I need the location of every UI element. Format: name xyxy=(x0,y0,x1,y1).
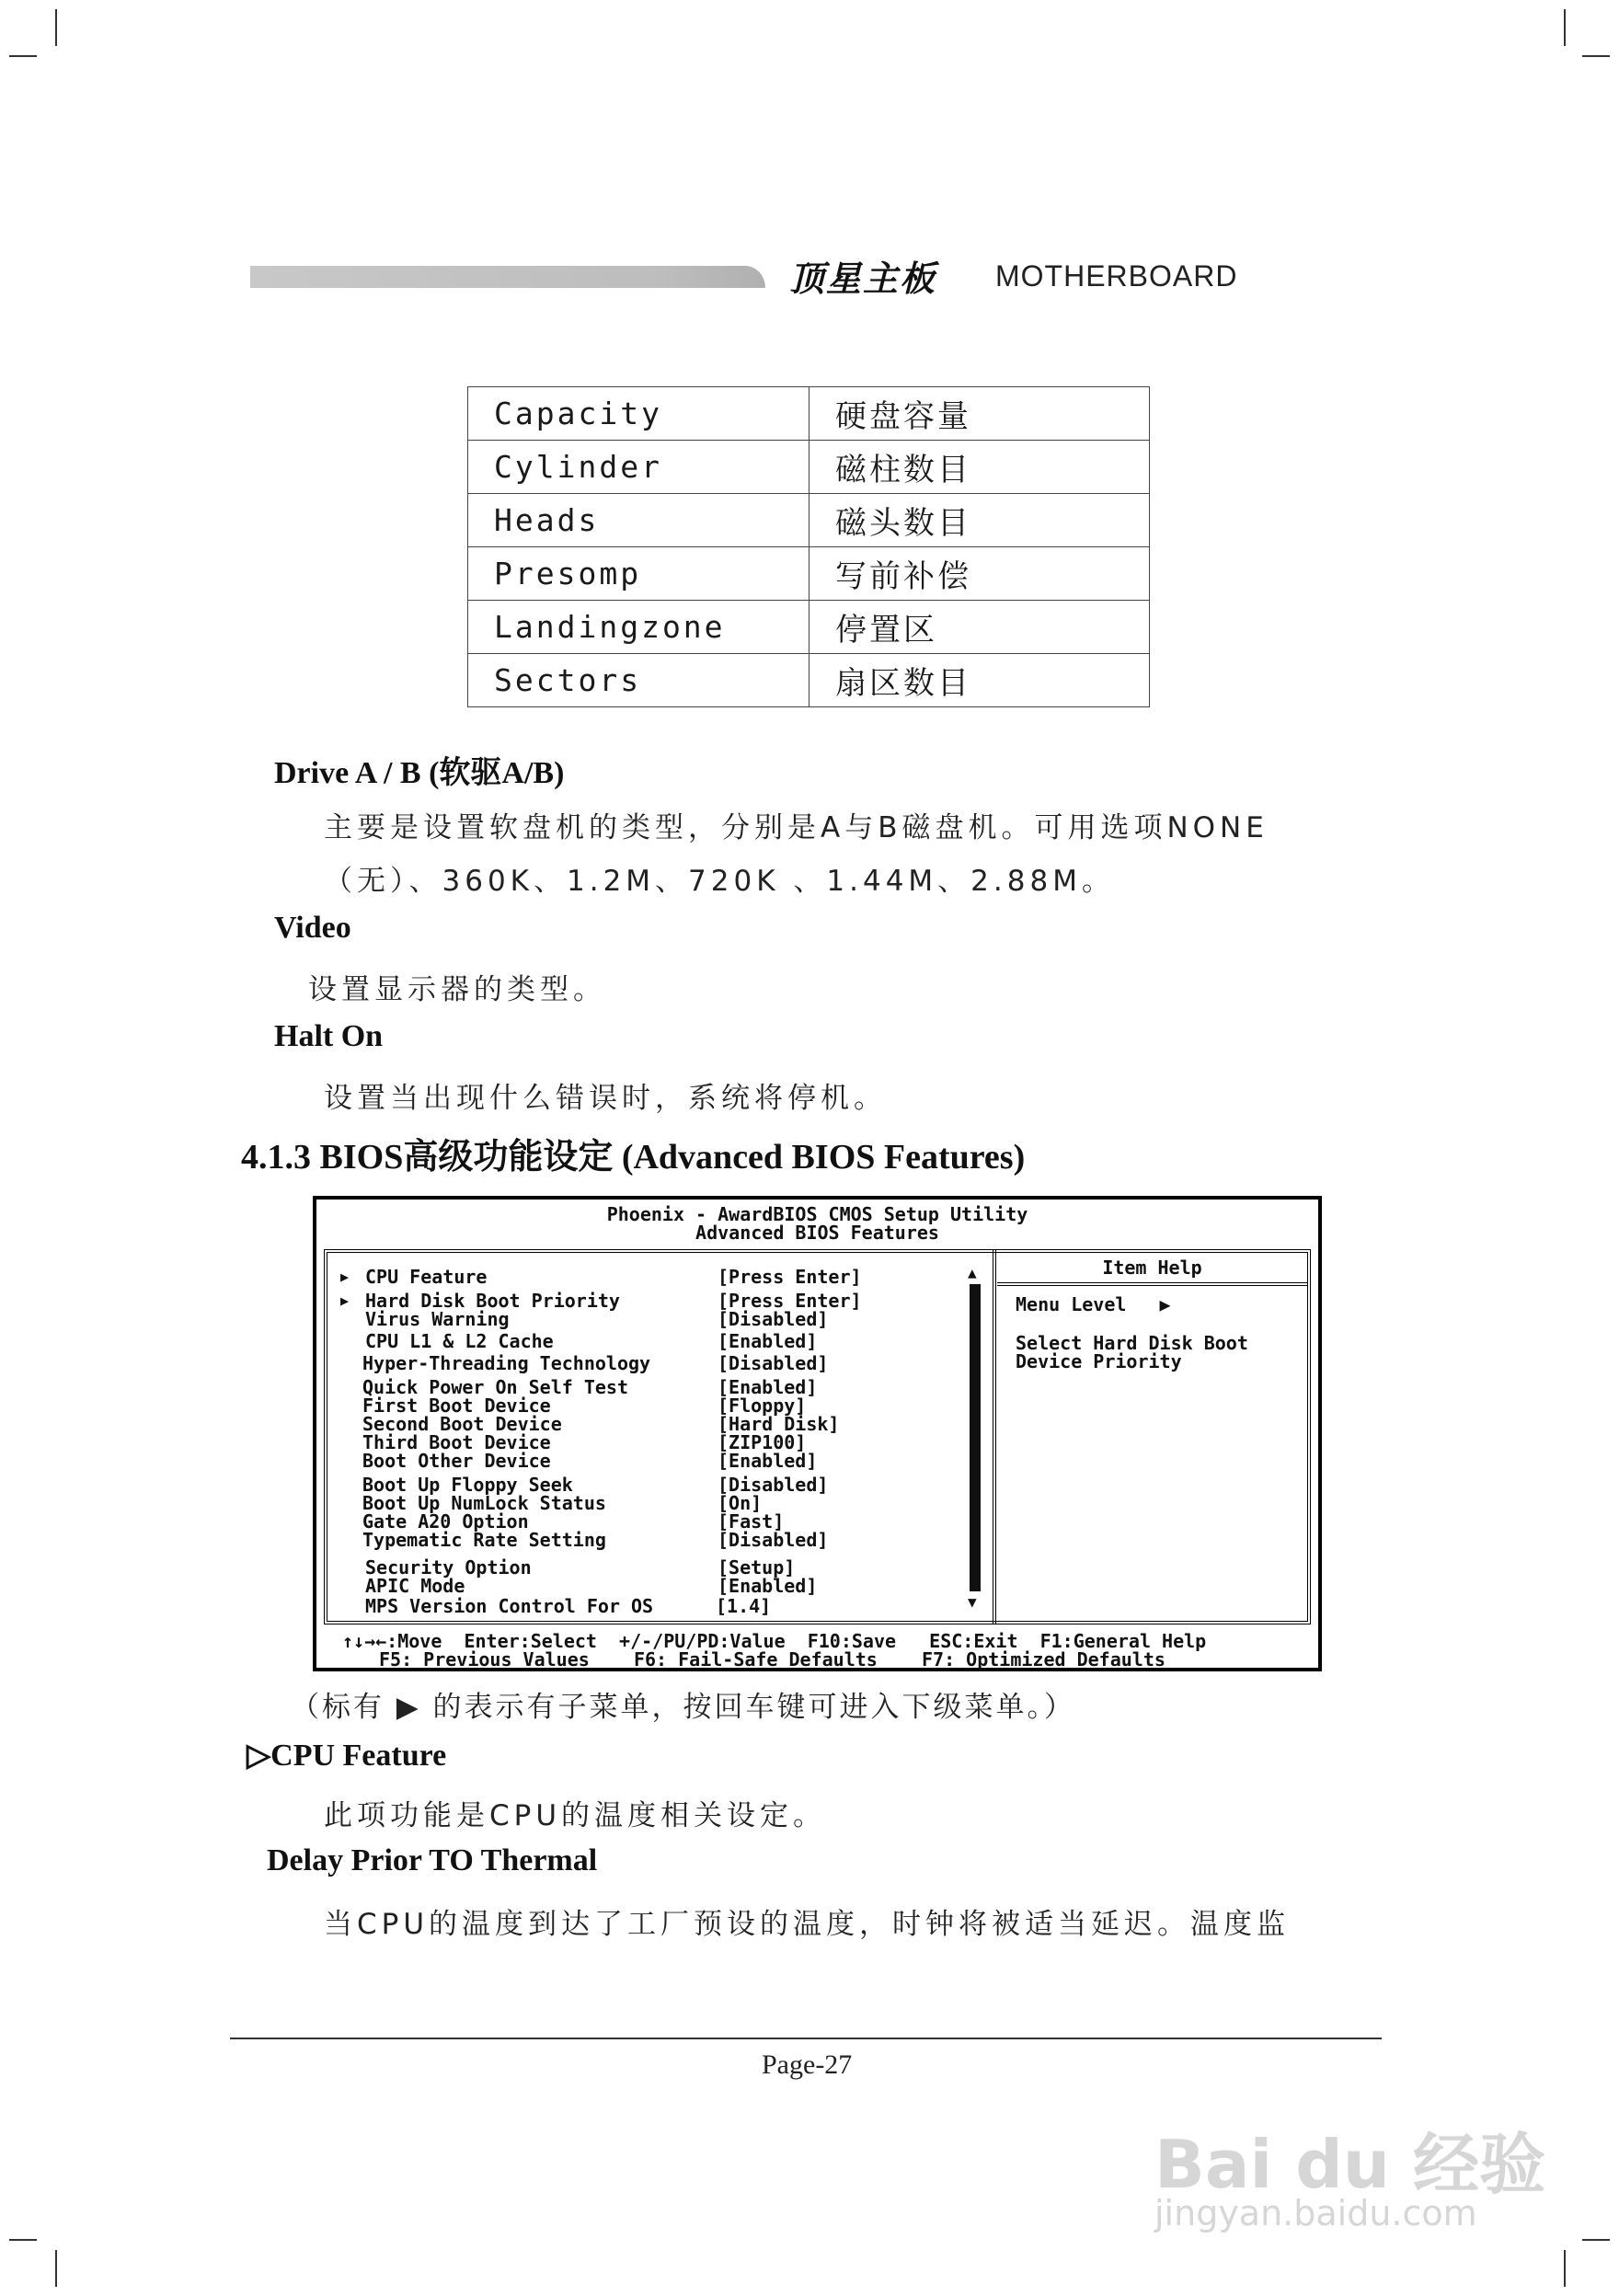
video-heading: Video xyxy=(274,911,351,945)
video-paragraph: 设置显示器的类型。 xyxy=(308,973,606,1006)
bios-screenshot xyxy=(313,1196,1322,1671)
bios-item-label: Hard Disk Boot Priority xyxy=(365,1290,620,1312)
drive-ab-paragraph: 主要是设置软盘机的类型，分别是A与B磁盘机。可用选项NONE xyxy=(324,811,1269,844)
spec-meaning: 磁头数目 xyxy=(810,494,1150,547)
bios-item-value: [Disabled] xyxy=(718,1474,829,1496)
header-bar xyxy=(250,266,765,288)
brand-title: 顶星主板 xyxy=(789,258,937,299)
bios-item-label: Boot Up NumLock Status xyxy=(362,1492,606,1514)
submenu-arrow-icon: ▶ xyxy=(340,1269,350,1285)
bios-item-label: CPU Feature xyxy=(365,1266,488,1288)
bios-item-value: [Disabled] xyxy=(718,1308,829,1330)
bios-item-value: [Hard Disk] xyxy=(718,1413,840,1435)
spec-meaning: 写前补偿 xyxy=(810,547,1150,601)
bios-key-legend-1: ↑↓→←:Move Enter:Select +/-/PU/PD:Value F10:Save ESC:Exit F1:General Help xyxy=(342,1630,1207,1652)
bios-item-label: Quick Power On Self Test xyxy=(362,1376,628,1398)
spec-term: Cylinder xyxy=(468,441,810,494)
baidu-watermark-logo: Bai du 经验 xyxy=(1154,2126,1546,2203)
halt-on-paragraph: 设置当出现什么错误时，系统将停机。 xyxy=(324,1082,887,1115)
bios-item-value: [ZIP100] xyxy=(718,1431,807,1453)
delay-prior-paragraph: 当CPU的温度到达了工厂预设的温度，时钟将被适当延迟。温度监 xyxy=(324,1908,1291,1941)
spec-term: Presomp xyxy=(468,547,810,601)
bios-title: Phoenix - AwardBIOS CMOS Setup Utility xyxy=(606,1203,1028,1225)
bios-item-label: Typematic Rate Setting xyxy=(362,1529,606,1551)
bios-item-label: MPS Version Control For OS xyxy=(365,1595,654,1617)
scroll-up-icon[interactable]: ▲ xyxy=(968,1264,977,1281)
bios-item-label: Hyper-Threading Technology xyxy=(362,1352,651,1374)
bios-item-value: [Enabled] xyxy=(718,1330,818,1352)
bios-item-label: Security Option xyxy=(365,1556,532,1578)
bios-scrollbar[interactable] xyxy=(970,1264,981,1612)
bios-item-value: [Enabled] xyxy=(718,1575,818,1597)
cpu-feature-paragraph: 此项功能是CPU的温度相关设定。 xyxy=(324,1799,827,1832)
crop-mark xyxy=(9,55,37,57)
bios-item-label: Boot Up Floppy Seek xyxy=(362,1474,573,1496)
table-row xyxy=(468,654,1150,707)
footer-rule xyxy=(230,2038,1382,2039)
bios-item-value: [Disabled] xyxy=(718,1529,829,1551)
bios-item-label: Third Boot Device xyxy=(362,1431,551,1453)
cpu-feature-heading: ▷CPU Feature xyxy=(247,1739,447,1773)
scrollbar-track[interactable] xyxy=(970,1284,981,1591)
bios-item-label: Virus Warning xyxy=(365,1308,510,1330)
bios-item-label: CPU L1 & L2 Cache xyxy=(365,1330,554,1352)
menu-level-text: Menu Level ▶ xyxy=(1016,1293,1171,1315)
crop-mark xyxy=(1582,2239,1610,2241)
section-title-advanced-bios: 4.1.3 BIOS高级功能设定 (Advanced BIOS Features) xyxy=(241,1138,1026,1177)
drive-ab-paragraph-cont: （无）、360K、1.2M、720K 、1.44M、2.88M。 xyxy=(324,865,1115,898)
spec-term: Capacity xyxy=(468,387,810,441)
delay-prior-heading: Delay Prior TO Thermal xyxy=(267,1843,598,1877)
table-row xyxy=(468,441,1150,494)
drive-ab-heading: Drive A / B (软驱A/B) xyxy=(274,756,565,790)
halt-on-heading: Halt On xyxy=(274,1019,384,1053)
crop-mark xyxy=(1582,55,1610,57)
bios-item-label: Boot Other Device xyxy=(362,1450,551,1472)
spec-meaning: 停置区 xyxy=(810,601,1150,654)
bios-item-value: [On] xyxy=(718,1492,763,1514)
table-row xyxy=(468,387,1150,441)
brand-subtitle: MOTHERBOARD xyxy=(995,259,1238,293)
hard-disk-spec-table xyxy=(467,386,1150,707)
spec-term: Heads xyxy=(468,494,810,547)
bios-item-value: [Press Enter] xyxy=(718,1290,862,1312)
crop-mark xyxy=(1564,9,1566,46)
spec-meaning: 磁柱数目 xyxy=(810,441,1150,494)
bios-item-label: Second Boot Device xyxy=(362,1413,562,1435)
submenu-note: （标有 ▶ 的表示有子菜单，按回车键可进入下级菜单。） xyxy=(291,1691,1076,1724)
spec-term: Landingzone xyxy=(468,601,810,654)
crop-mark xyxy=(9,2239,37,2241)
bios-item-value: [Fast] xyxy=(718,1510,785,1533)
crop-mark xyxy=(1564,2250,1566,2287)
crop-mark xyxy=(55,9,57,46)
page-number: Page-27 xyxy=(762,2049,853,2080)
item-help-header: Item Help xyxy=(997,1253,1307,1286)
bios-item-value: [Enabled] xyxy=(718,1376,818,1398)
bios-item-value: [Press Enter] xyxy=(718,1266,862,1288)
scroll-down-icon[interactable]: ▼ xyxy=(968,1593,977,1611)
help-text-line1: Select Hard Disk Boot xyxy=(1016,1332,1248,1354)
bios-item-value: [1.4] xyxy=(716,1595,772,1617)
spec-meaning: 硬盘容量 xyxy=(810,387,1150,441)
bios-item-value: [Floppy] xyxy=(718,1395,807,1417)
bios-divider xyxy=(993,1249,996,1624)
bios-item-value: [Disabled] xyxy=(718,1352,829,1374)
crop-mark xyxy=(55,2250,57,2287)
help-text-line2: Device Priority xyxy=(1016,1350,1182,1372)
bios-key-legend-2: F5: Previous Values F6: Fail-Safe Defaults F7: Optimized Defaults xyxy=(379,1648,1165,1670)
table-row xyxy=(468,494,1150,547)
bios-item-value: [Setup] xyxy=(718,1556,796,1578)
submenu-arrow-icon: ▶ xyxy=(340,1292,350,1309)
baidu-watermark-url: jingyan.baidu.com xyxy=(1154,2193,1477,2233)
bios-item-value: [Enabled] xyxy=(718,1450,818,1472)
table-row xyxy=(468,601,1150,654)
bios-subtitle: Advanced BIOS Features xyxy=(695,1222,939,1244)
bios-item-label: Gate A20 Option xyxy=(362,1510,529,1533)
table-row xyxy=(468,547,1150,601)
bios-item-label: First Boot Device xyxy=(362,1395,551,1417)
bios-item-label: APIC Mode xyxy=(365,1575,465,1597)
spec-meaning: 扇区数目 xyxy=(810,654,1150,707)
spec-term: Sectors xyxy=(468,654,810,707)
